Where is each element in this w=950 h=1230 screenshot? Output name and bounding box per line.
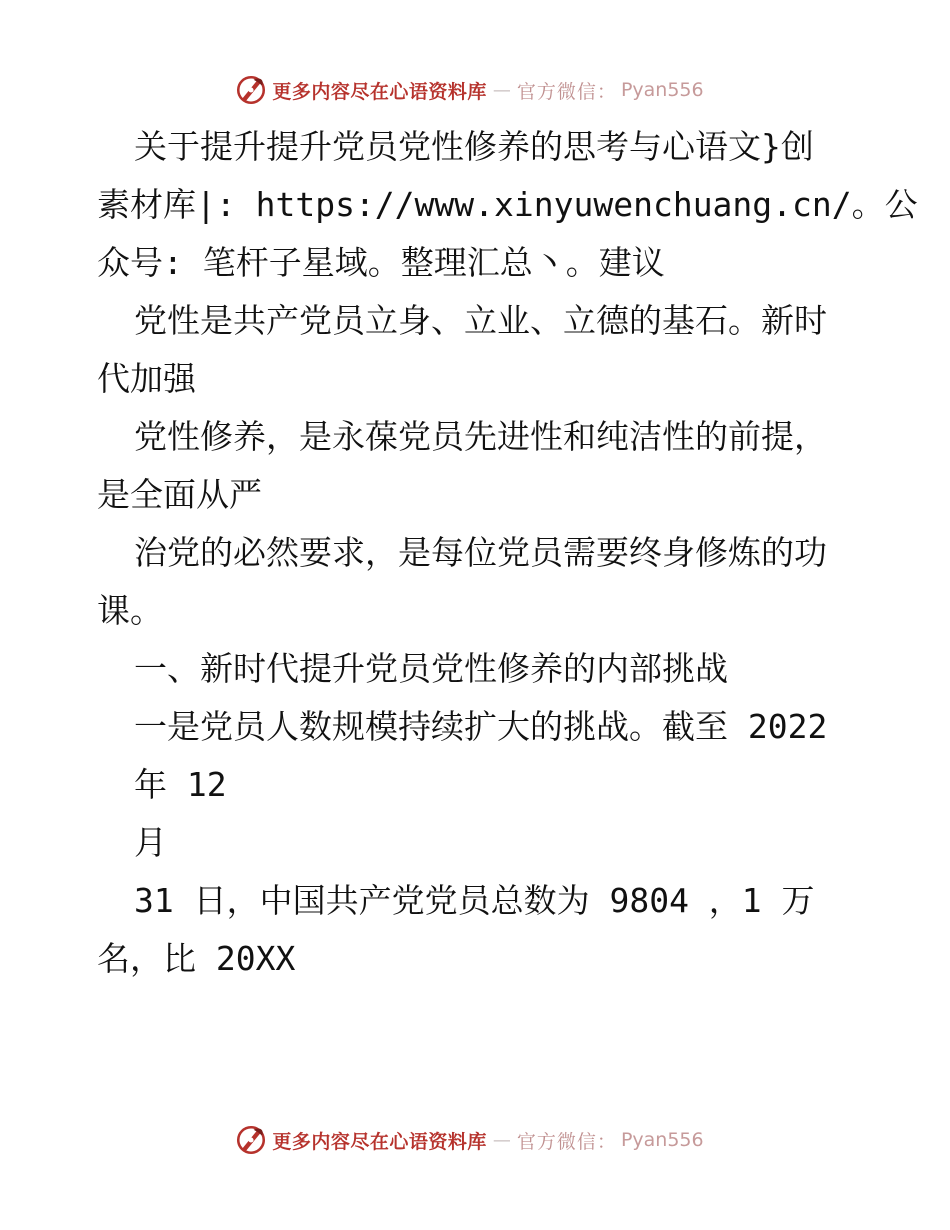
doc-line-2: 素材库|: https://www.xinyuwenchuang.cn/。公	[97, 185, 918, 224]
doc-line-13: 月	[134, 823, 167, 862]
header-wechat-label: 官方微信：	[516, 80, 617, 103]
doc-line-6: 党性修养，是永葆党员先进性和纯洁性的前提，	[134, 417, 827, 456]
header-wechat-id: Pyan556	[620, 79, 704, 101]
doc-line-7: 是全面从严	[97, 475, 262, 514]
header-banner-content	[234, 73, 703, 107]
doc-line-5: 代加强	[97, 359, 196, 398]
footer-banner-dash: —	[492, 1129, 511, 1151]
feather-pen-logo-icon	[234, 1123, 268, 1157]
feather-pen-logo-icon	[234, 73, 268, 107]
doc-line-14: 31 日，中国共产党党员总数为 9804 ，1 万	[134, 881, 815, 920]
footer-wechat-label: 官方微信：	[516, 1130, 617, 1153]
doc-line-11: 一是党员人数规模持续扩大的挑战。截至 2022	[134, 707, 828, 746]
footer-wechat-id: Pyan556	[620, 1129, 704, 1151]
header-banner-title: 更多内容尽在心语资料库	[272, 80, 487, 103]
doc-line-12: 年 12	[134, 765, 227, 804]
doc-line-8: 治党的必然要求，是每位党员需要终身修炼的功	[134, 533, 827, 572]
footer-banner-title: 更多内容尽在心语资料库	[272, 1130, 487, 1153]
doc-line-3: 众号: 笔杆子星域。整理汇总丶。建议	[97, 243, 665, 282]
footer-banner	[0, 1120, 950, 1160]
footer-banner-content	[234, 1123, 703, 1157]
doc-heading-1: 一、新时代提升党员党性修养的内部挑战	[134, 649, 728, 688]
doc-line-4: 党性是共产党员立身、立业、立德的基石。新时	[134, 301, 827, 340]
header-banner	[0, 70, 950, 110]
doc-line-1: 关于提升提升党员党性修养的思考与心语文}创	[134, 127, 814, 166]
doc-line-9: 课。	[97, 591, 163, 630]
doc-line-15: 名，比 20XX	[97, 939, 296, 978]
header-banner-dash: —	[492, 79, 511, 101]
